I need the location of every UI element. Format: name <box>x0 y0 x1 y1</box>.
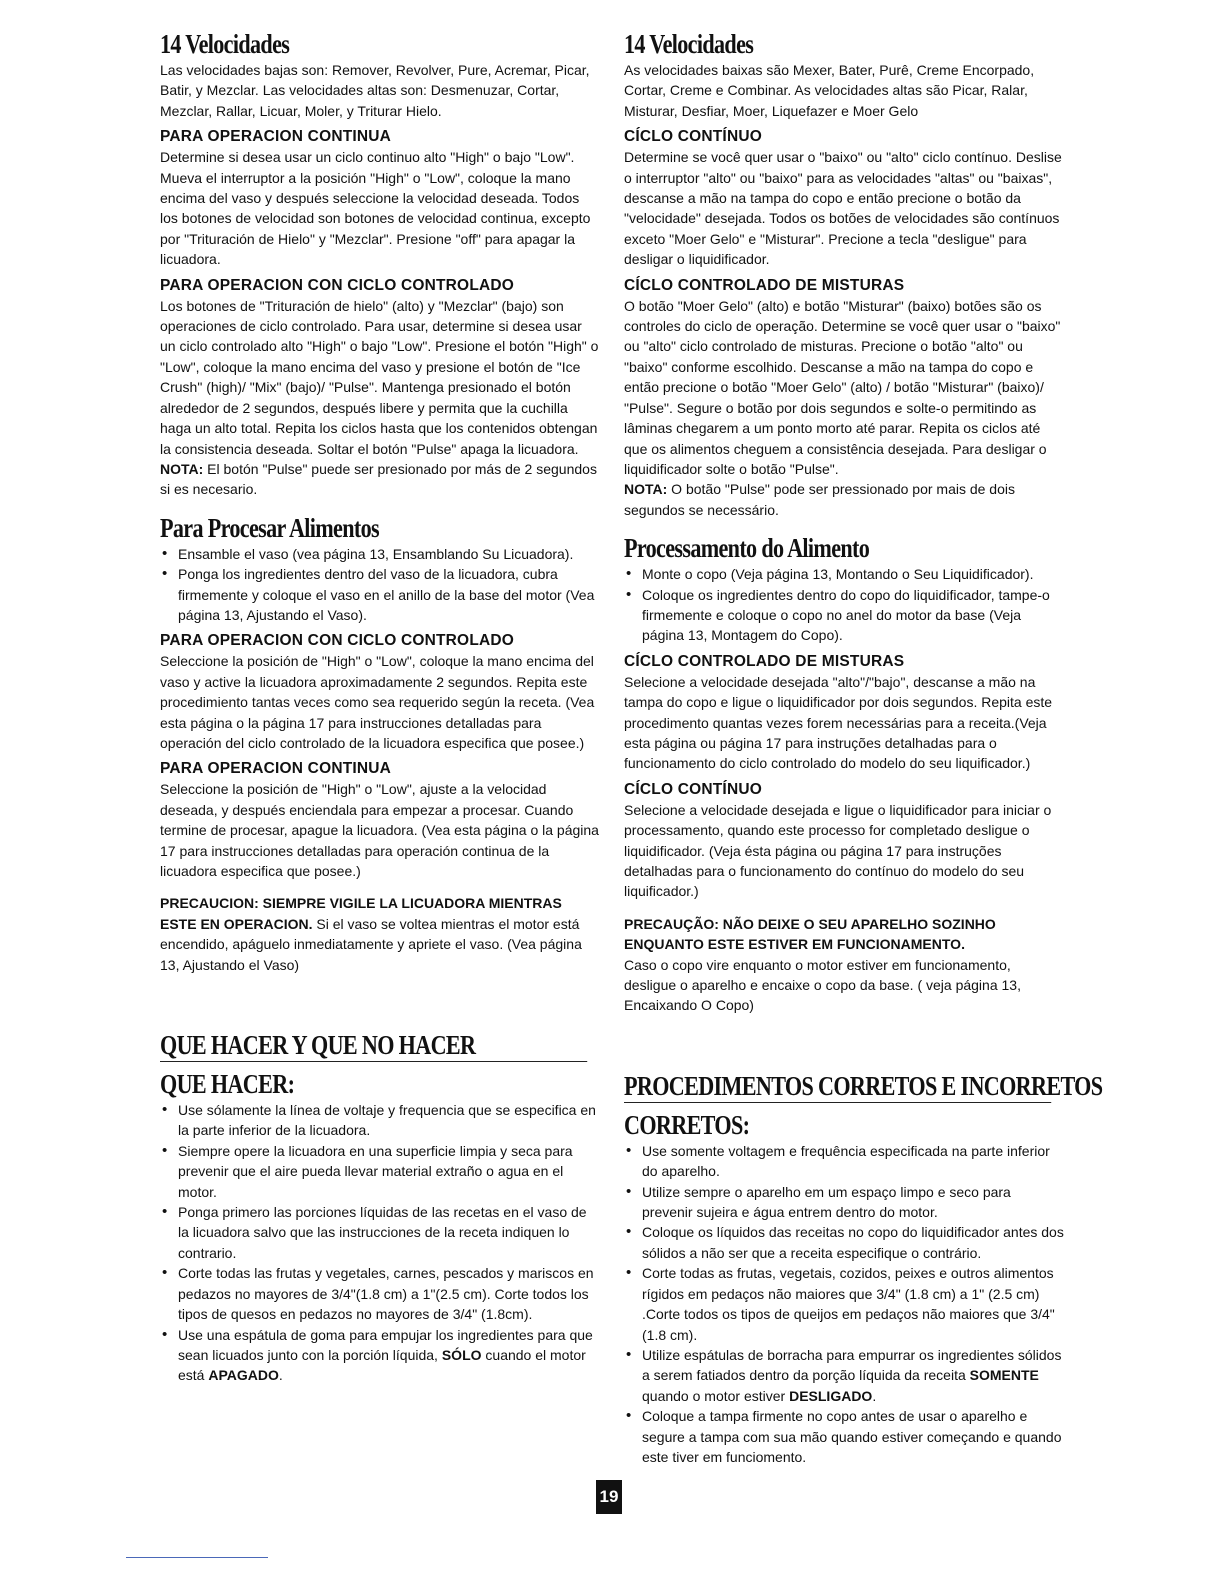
heading-continuous-operation: CÍCLO CONTÍNUO <box>624 128 762 146</box>
note-label: NOTA: <box>624 481 668 498</box>
section-title-processing: Processamento do Alimento <box>624 533 870 564</box>
section-title-dos: QUE HACER: <box>160 1069 295 1100</box>
list-item: • Ensamble el vaso (vea página 13, Ensamblando Su Licuadora). <box>178 544 600 564</box>
section-title-dos-and-donts: QUE HACER Y QUE NO HACER <box>160 1029 587 1062</box>
heading-controlled-cycle: PARA OPERACION CON CICLO CONTROLADO <box>160 276 515 294</box>
list-item: • Coloque os ingredientes dentro do copo do liquidificador, tampe-o firmemente e coloque o copo no anel do motor da base (Veja página 13, Montagem do Copo). <box>642 585 1064 646</box>
caution-text: Caso o copo vire enquanto o motor estiver em funcionamento, desligue o aparelho e encaixe o copo da base. ( veja página 13, Encaixando O Copo) <box>624 956 1021 1014</box>
list-item-text: . <box>278 1367 283 1384</box>
list-item: • Coloque a tampa firmente no copo antes de usar o aparelho e segure a tampa com sua mão quando estiver começando e quando este tiver em funciomento. <box>642 1406 1064 1467</box>
section-title-velocidades: 14 Velocidades <box>160 29 290 59</box>
list-item: • Use somente voltagem e frequência especificada na parte inferior do aparelho. <box>642 1141 1064 1182</box>
note-paragraph <box>160 459 600 500</box>
continuous-processing-paragraph: Selecione a velocidade desejada e ligue o liquidificador para iniciar o processamento, quando este processo for completado desligue o liquidificador. (Veja ésta página ou página 17 para instruções detalhadas para o funcionamento do contínuo do modelo do seu liquificador.) <box>624 801 1052 900</box>
note-paragraph <box>624 479 1064 520</box>
spanish-column <box>160 28 600 1386</box>
processing-list <box>160 544 600 626</box>
section-title-velocidades: 14 Velocidades <box>624 29 754 59</box>
heading-controlled-cycle-processing: CÍCLO CONTROLADO DE MISTURAS <box>624 652 905 670</box>
list-item: • Use sólamente la línea de voltaje y frequencia que se especifica en la parte inferior de la licuadora. <box>178 1100 600 1141</box>
list-item-emphasis: SOMENTE <box>969 1367 1039 1384</box>
caution-label: PRECAUCION: SIEMPRE VIGILE LA LICUADORA MIENTRAS ESTE EN OPERACION. <box>160 895 562 932</box>
list-item: • Monte o copo (Veja página 13, Montando o Seu Liquidificador). <box>642 564 1064 584</box>
page-number: 19 <box>596 1480 622 1514</box>
heading-continuous-processing: PARA OPERACION CONTINUA <box>160 760 392 778</box>
section-title-dos: CORRETOS: <box>624 1109 750 1140</box>
portuguese-column <box>624 28 1103 1467</box>
footer-rule <box>126 1557 268 1558</box>
continuous-operation-paragraph: Determine si desea usar un ciclo continuo alto "High" o bajo "Low". Mueva el interruptor a la posición "High" o "Low", coloque la mano encima del vaso y después seleccione la velocidad deseada. Todos los botones de velocidad son botones de velocidad continua, excepto por "Trituración de Hielo" y "Mezclar". Presione "off" para apagar la licuadora. <box>160 149 591 268</box>
list-item <box>178 1325 600 1386</box>
controlled-cycle-processing-paragraph: Selecione a velocidade desejada "alto"/"bajo", descanse a mão na tampa do copo e ligue o liquidificador por dois segundos. Repita este procedimento quantas vezes forem necessárias para a receita.(Veja esta página ou página 17 para instruções detalhadas para o funcionamento do ciclo controlado do modelo do seu liquificador.) <box>624 673 1053 772</box>
note-text: El botón "Pulse" puede ser presionado por más de 2 segundos si es necesario. <box>160 460 597 498</box>
list-item: • Corte todas as frutas, vegetais, cozidos, peixes e outros alimentos rígidos em pedaços não maiores que 3/4" (1.8 cm) a 1" (2.5 cm) .Corte todos os tipos de queijos em pedaços não maiores que 3/4" (1.8 cm). <box>642 1263 1064 1345</box>
list-item: • Corte todas las frutas y vegetales, carnes, pescados y mariscos en pedazos no mayores de 3/4"(1.8 cm) a 1"(2.5 cm). Corte todos los tipos de quesos en pedazos no mayores de 3/4" (1.8cm). <box>178 1263 600 1324</box>
speeds-paragraph: Las velocidades bajas son: Remover, Revolver, Pure, Acremar, Picar, Batir, y Mezclar. Las velocidades altas son: Desmenuzar, Cortar, Mezclar, Rallar, Licuar, Moler, y Triturar Hielo. <box>160 62 590 119</box>
dos-list <box>624 1141 1064 1468</box>
controlled-cycle-paragraph: Los botones de "Trituración de hielo" (alto) y "Mezclar" (bajo) son operaciones de ciclo controlado. Para usar, determine si desea usar un ciclo controlado alto "High" o bajo "Low". Presione el botón "High" o "Low", coloque la mano encima del vaso y presione el botón de "Ice Crush" (high)/ "Mix" (bajo)/ "Pulse". Mantenga presionado el botón alrededor de 2 segundos, después libere y permita que la cuchilla haga un alto total. Repita los ciclos hasta que los contenidos obtengan la consistencia deseada. Soltar el botón "Pulse" apaga la licuadora. <box>160 297 599 457</box>
section-title-processing: Para Procesar Alimentos <box>160 512 379 543</box>
controlled-cycle-processing-paragraph: Seleccione la posición de "High" o "Low", coloque la mano encima del vaso y active la licuadora aproximadamente 2 segundos. Repita este procedimiento tantas veces como sea requerido según la receta. (Vea esta página o la página 17 para instrucciones detalladas para operación del ciclo controlado de la licuadora especifica que posee.) <box>160 653 595 751</box>
dos-list <box>160 1100 600 1386</box>
list-item: • Ponga los ingredientes dentro del vaso de la licuadora, cubra firmemente y coloque el vaso en el anillo de la base del motor (Vea página 13, Ajustando el Vaso). <box>178 564 600 625</box>
list-item-text: Use una espátula de goma para empujar los ingredientes para que sean licuados junto con la porción líquida, <box>178 1326 593 1363</box>
caution-text: Si el vaso se voltea mientras el motor está encendido, apáguelo inmediatamente y apriete el vaso. (Vea página 13, Ajustando el Vaso) <box>160 915 582 973</box>
list-item: • Coloque os líquidos das receitas no copo do liquidificador antes dos sólidos a não ser que a receita especifique o contrário. <box>642 1222 1064 1263</box>
note-text: O botão "Pulse" pode ser pressionado por mais de dois segundos se necessário. <box>624 481 1015 518</box>
list-item <box>642 1345 1064 1406</box>
list-item: • Utilize sempre o aparelho em um espaço limpo e seco para prevenir sujeira e água entrem dentro do motor. <box>642 1182 1064 1223</box>
controlled-cycle-paragraph: O botão "Moer Gelo" (alto) e botão "Misturar" (baixo) botões são os controles do ciclo de operação. Determine se você quer usar o "baixo" ou "alto" ciclo controlado de misturas. Precione o botão "alto" ou "baixo" conforme escolhido. Descanse a mão na tampa do copo e então precione o botão "Moer Gelo" (alto) / botão "Misturar" (baixo)/ "Pulse". Segure o botão por dois segundos e solte-o permitindo as lâminas chegarem a um ponto morto até parar. Repita os ciclos até que os alimentos cheguem a consistência desejada. Para desligar o liquidificador solte o botão "Pulse". <box>624 297 1061 477</box>
list-item-emphasis: DESLIGADO <box>789 1387 873 1404</box>
caution-label: PRECAUÇÃO: NÃO DEIXE O SEU APARELHO SOZINHO ENQUANTO ESTE ESTIVER EM FUNCIONAMENTO. <box>624 915 996 953</box>
caution-paragraph <box>160 893 600 975</box>
heading-continuous-operation: PARA OPERACION CONTINUA <box>160 128 392 146</box>
list-item-text: cuando el motor está <box>178 1346 586 1384</box>
heading-controlled-cycle-processing: PARA OPERACION CON CICLO CONTROLADO <box>160 632 515 650</box>
list-item: • Siempre opere la licuadora en una superficie limpia y seca para prevenir que el aire pueda llevar material extraño o agua en el motor. <box>178 1141 600 1202</box>
list-item-text: . <box>872 1387 877 1404</box>
list-item-text: Utilize espátulas de borracha para empurrar os ingredientes sólidos a serem fatiados dentro da porção líquida da receita <box>642 1346 1062 1384</box>
list-item: • Ponga primero las porciones líquidas de las recetas en el vaso de la licuadora salvo que las instrucciones de la receta indiquen lo contrario. <box>178 1202 600 1263</box>
list-item-text: quando o motor estiver <box>642 1387 790 1404</box>
heading-continuous-processing: CÍCLO CONTÍNUO <box>624 780 762 798</box>
processing-list <box>624 564 1064 646</box>
continuous-processing-paragraph: Seleccione la posición de "High" o "Low", ajuste a la velocidad deseada, y después enciendala para empezar a procesar. Cuando termine de procesar, apague la licuadora. (Vea esta página o la página 17 para instrucciones detalladas para operación continua de la licuadora especifica que posee.) <box>160 781 599 879</box>
section-title-dos-and-donts: PROCEDIMENTOS CORRETOS E INCORRETOS <box>624 1070 1103 1101</box>
speeds-paragraph: As velocidades baixas são Mexer, Bater, Purê, Creme Encorpado, Cortar, Creme e Combinar. As velocidades altas são Picar, Ralar, Misturar, Desfiar, Moer, Liquefazer e Moer Gelo <box>624 62 1035 119</box>
list-item-emphasis: SÓLO <box>441 1346 482 1363</box>
continuous-operation-paragraph: Determine se você quer usar o "baixo" ou "alto" ciclo contínuo. Deslise o interruptor "alto" ou "baixo" para as velocidades "altas" ou "baixas", descanse a mão na tampa do copo e então precione o botão da "velocidade" desejada. Todos os botões de velocidades são contínuos exceto "Moer Gelo" e "Misturar". Precione a tecla "desligue" para desligar o liquidificador. <box>624 149 1062 268</box>
list-item-emphasis: APAGADO <box>208 1367 279 1384</box>
note-label: NOTA: <box>160 460 204 477</box>
heading-controlled-cycle: CÍCLO CONTROLADO DE MISTURAS <box>624 276 905 294</box>
